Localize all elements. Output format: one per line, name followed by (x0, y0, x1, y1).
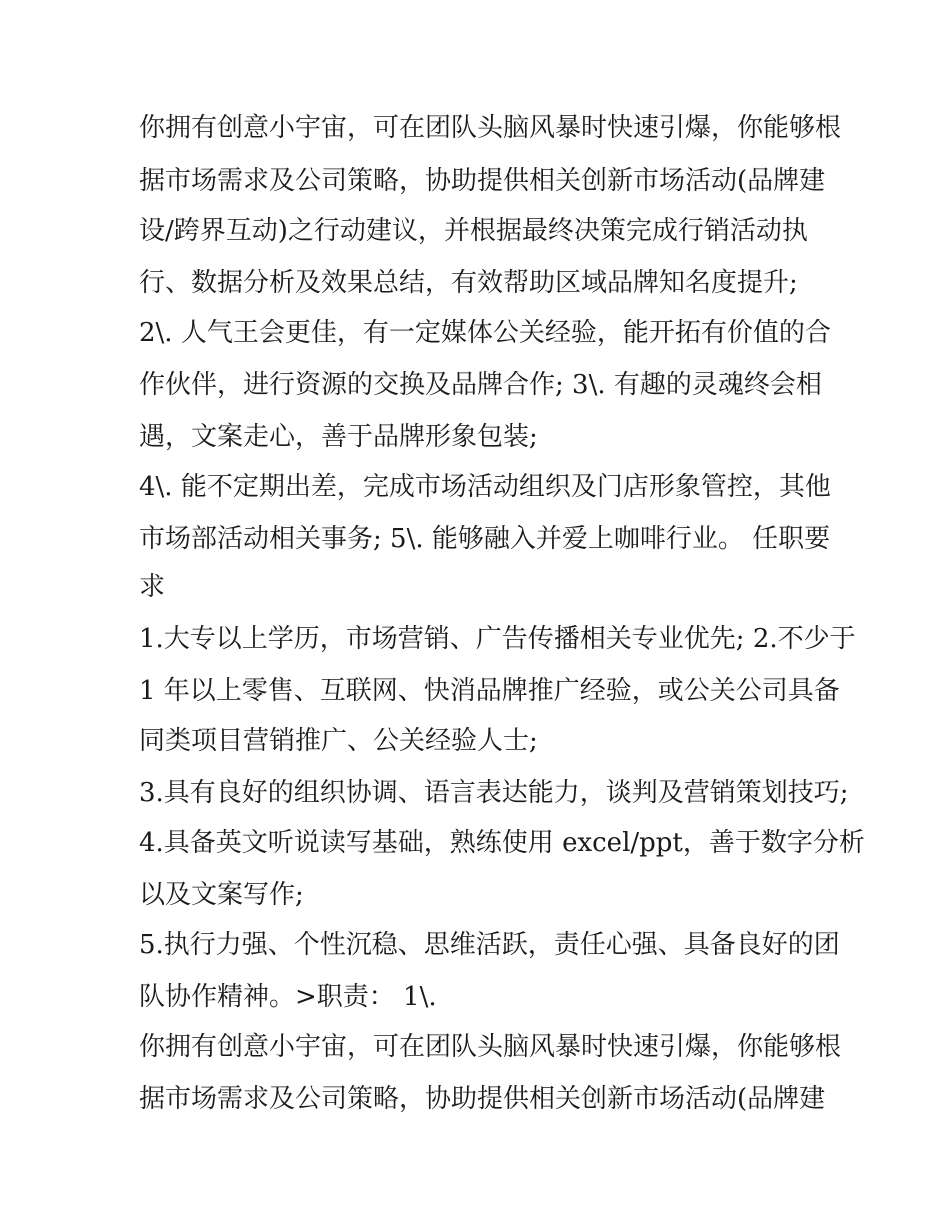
text-line-17: 5.执行力强、个性沉稳、思维活跃，责任心强、具备良好的团 (139, 930, 840, 960)
text-line-3: 设/跨界互动)之行动建议，并根据最终决策完成行销活动执 (139, 216, 808, 246)
text-line-18: 队协作精神。>职责： 1\. (139, 982, 437, 1012)
text-line-16: 以及文案写作; (139, 880, 304, 910)
text-line-14: 3.具有良好的组织协调、语言表达能力，谈判及营销策划技巧; (139, 778, 849, 808)
text-line-5: 2\. 人气王会更佳，有一定媒体公关经验，能开拓有价值的合 (139, 318, 831, 348)
text-line-11: 1.大专以上学历，市场营销、广告传播相关专业优先; 2.不少于 (139, 624, 856, 654)
text-line-8: 4\. 能不定期出差，完成市场活动组织及门店形象管控，其他 (139, 472, 831, 502)
text-line-6: 作伙伴，进行资源的交换及品牌合作; 3\. 有趣的灵魂终会相 (139, 370, 822, 400)
text-line-19: 你拥有创意小宇宙，可在团队头脑风暴时快速引爆，你能够根 (139, 1032, 842, 1062)
text-line-13: 同类项目营销推广、公关经验人士; (139, 726, 538, 756)
text-line-20: 据市场需求及公司策略，协助提供相关创新市场活动(品牌建 (139, 1084, 826, 1114)
text-line-1: 你拥有创意小宇宙，可在团队头脑风暴时快速引爆，你能够根 (139, 113, 842, 143)
text-line-2: 据市场需求及公司策略，协助提供相关创新市场活动(品牌建 (139, 166, 826, 196)
text-line-15: 4.具备英文听说读写基础，熟练使用 excel/ppt，善于数字分析 (139, 828, 865, 858)
text-line-10: 求 (139, 572, 166, 602)
text-line-12: 1 年以上零售、互联网、快消品牌推广经验，或公关公司具备 (139, 676, 840, 706)
text-line-4: 行、数据分析及效果总结，有效帮助区域品牌知名度提升; (139, 268, 798, 298)
text-line-9: 市场部活动相关事务; 5\. 能够融入并爱上咖啡行业。 任职要 (139, 524, 831, 554)
text-line-7: 遇，文案走心，善于品牌形象包装; (139, 422, 538, 452)
